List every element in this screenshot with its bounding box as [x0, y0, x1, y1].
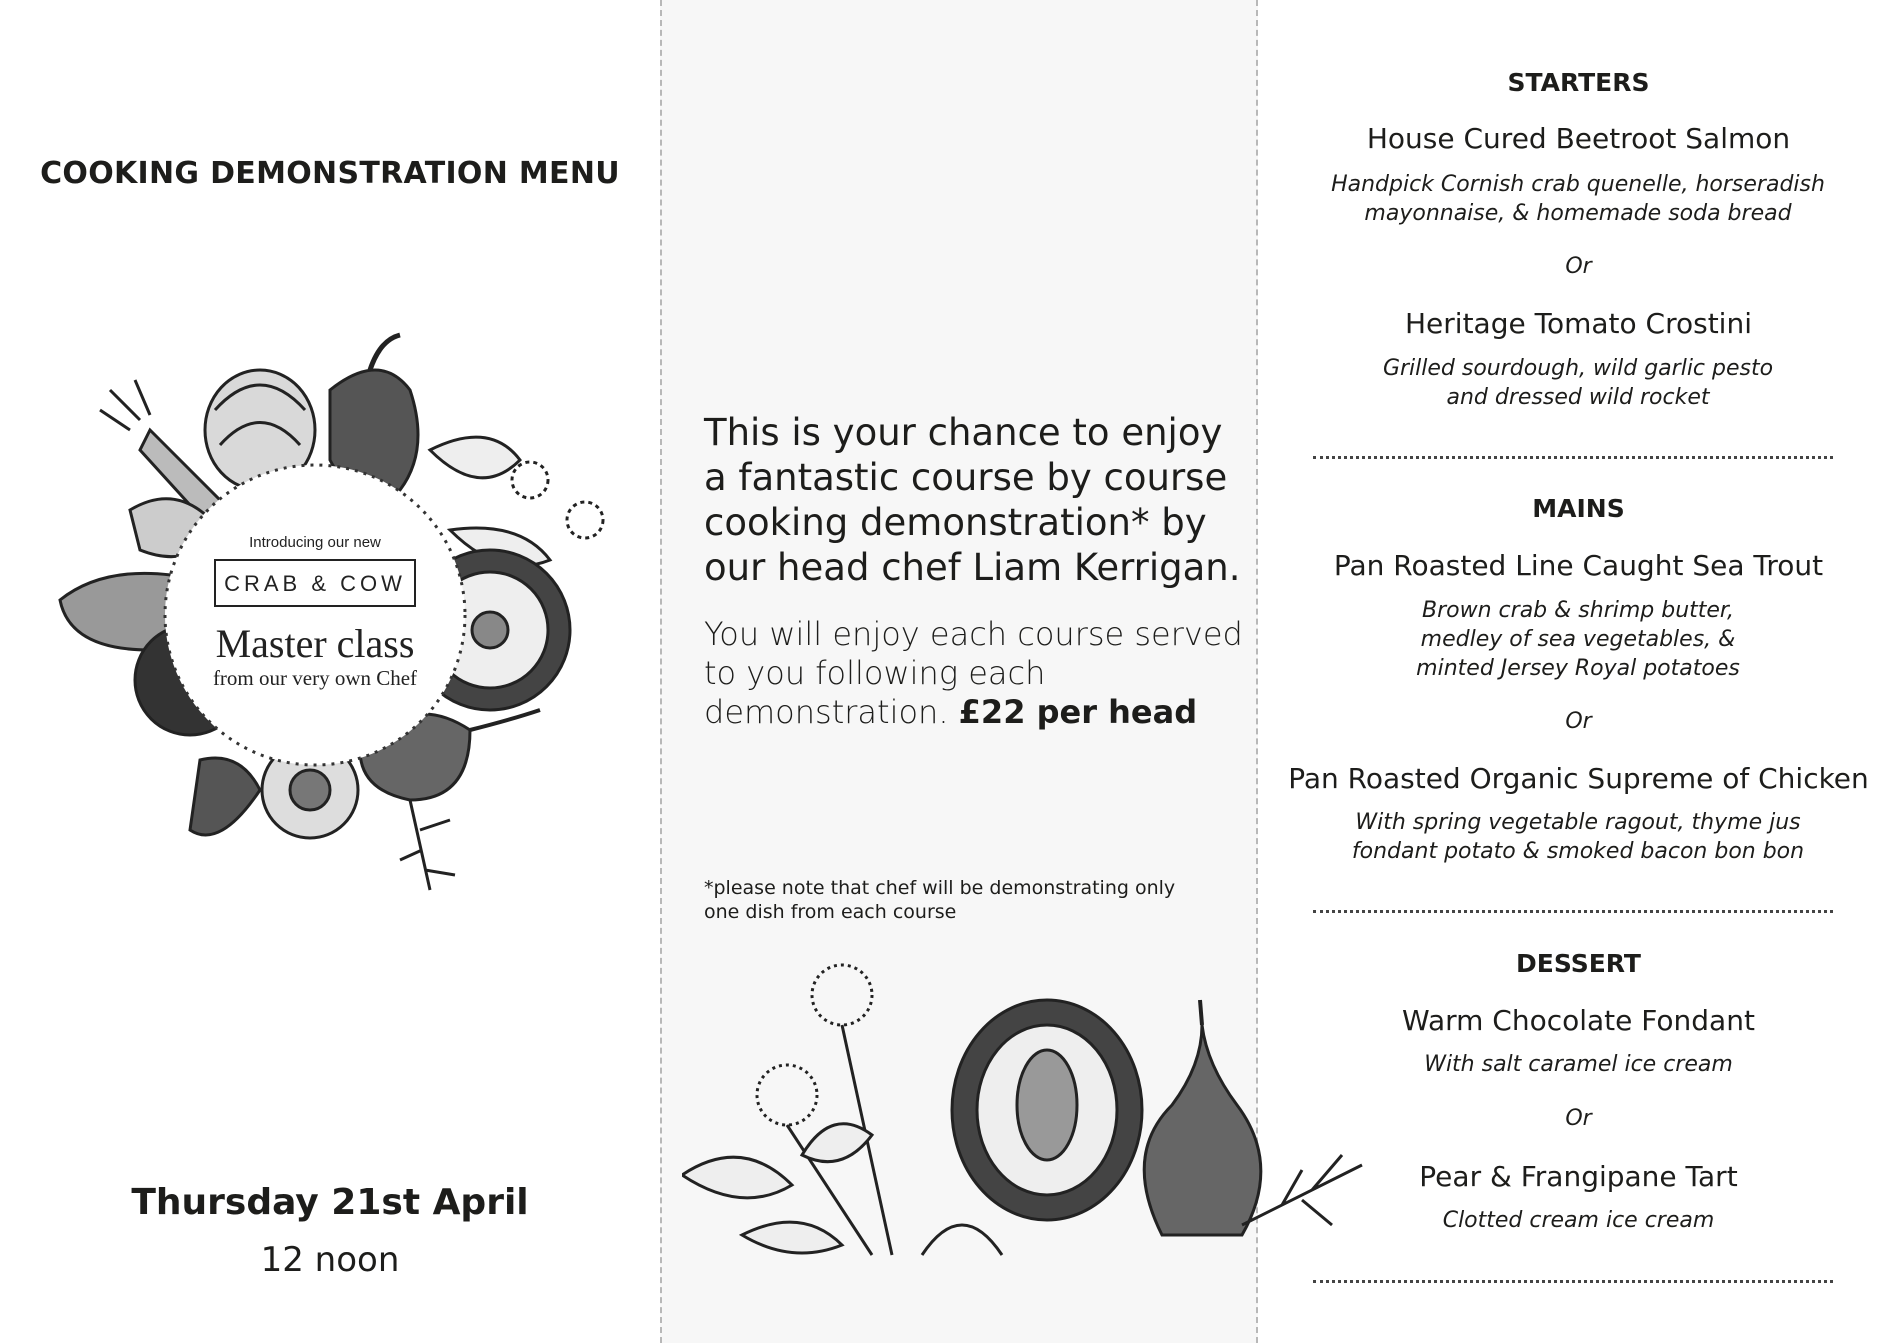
main-desc-2: With spring vegetable ragout, thyme jus fondant potato & smoked bacon bon bon [1351, 810, 1805, 864]
menu-panel [1258, 0, 1899, 1343]
main-desc-1: Brown crab & shrimp butter, medley of sea vegetables, & minted Jersey Royal potatoes [1416, 598, 1740, 681]
price: £22 per head [958, 693, 1198, 731]
emblem-brand: CRAB & COW [224, 571, 406, 596]
dessert-desc-1: With salt caramel ice cream [1424, 1052, 1733, 1077]
main-dish-1: Pan Roasted Line Caught Sea Trout [1333, 549, 1824, 582]
main-dish-2: Pan Roasted Organic Supreme of Chicken [1288, 762, 1869, 795]
info-panel [660, 0, 1258, 1343]
dessert-dish-1: Warm Chocolate Fondant [1402, 1004, 1755, 1037]
main-or: Or [1565, 709, 1592, 734]
divider [1313, 910, 1833, 913]
cover-panel [0, 0, 660, 1343]
dessert-desc-2: Clotted cream ice cream [1442, 1208, 1715, 1233]
starters-heading: STARTERS [1507, 68, 1650, 97]
starter-desc-1: Handpick Cornish crab quenelle, horseradish mayonnaise, & homemade soda bread [1331, 172, 1825, 226]
starter-dish-2: Heritage Tomato Crostini [1405, 307, 1752, 340]
emblem-intro: Introducing our new [249, 534, 381, 551]
intro-text: This is your chance to enjoy a fantastic course by course cooking demonstration* by our head chef Liam Kerrigan. [704, 411, 1241, 589]
sub-text: You will enjoy each course served to you following each demonstration. [704, 615, 1243, 731]
emblem-headline: Master class [215, 621, 415, 666]
menu-title: COOKING DEMONSTRATION MENU [40, 156, 620, 191]
starter-or: Or [1565, 254, 1592, 279]
emblem-tagline: from our very own Chef [212, 666, 418, 690]
starter-dish-1: House Cured Beetroot Salmon [1366, 122, 1791, 155]
event-date: Thursday 21st April [131, 1182, 529, 1223]
sub-text-block [704, 615, 1244, 732]
dessert-heading: DESSERT [1516, 949, 1641, 978]
dessert-or: Or [1565, 1106, 1592, 1131]
mains-heading: MAINS [1532, 494, 1625, 523]
dessert-dish-2: Pear & Frangipane Tart [1419, 1160, 1738, 1193]
footnote: *please note that chef will be demonstrating only one dish from each course [704, 877, 1176, 923]
divider [1313, 456, 1833, 459]
divider [1313, 1280, 1833, 1283]
event-time: 12 noon [260, 1240, 400, 1280]
starter-desc-2: Grilled sourdough, wild garlic pesto and dressed wild rocket [1382, 356, 1774, 410]
vegetable-emblem [50, 330, 640, 900]
